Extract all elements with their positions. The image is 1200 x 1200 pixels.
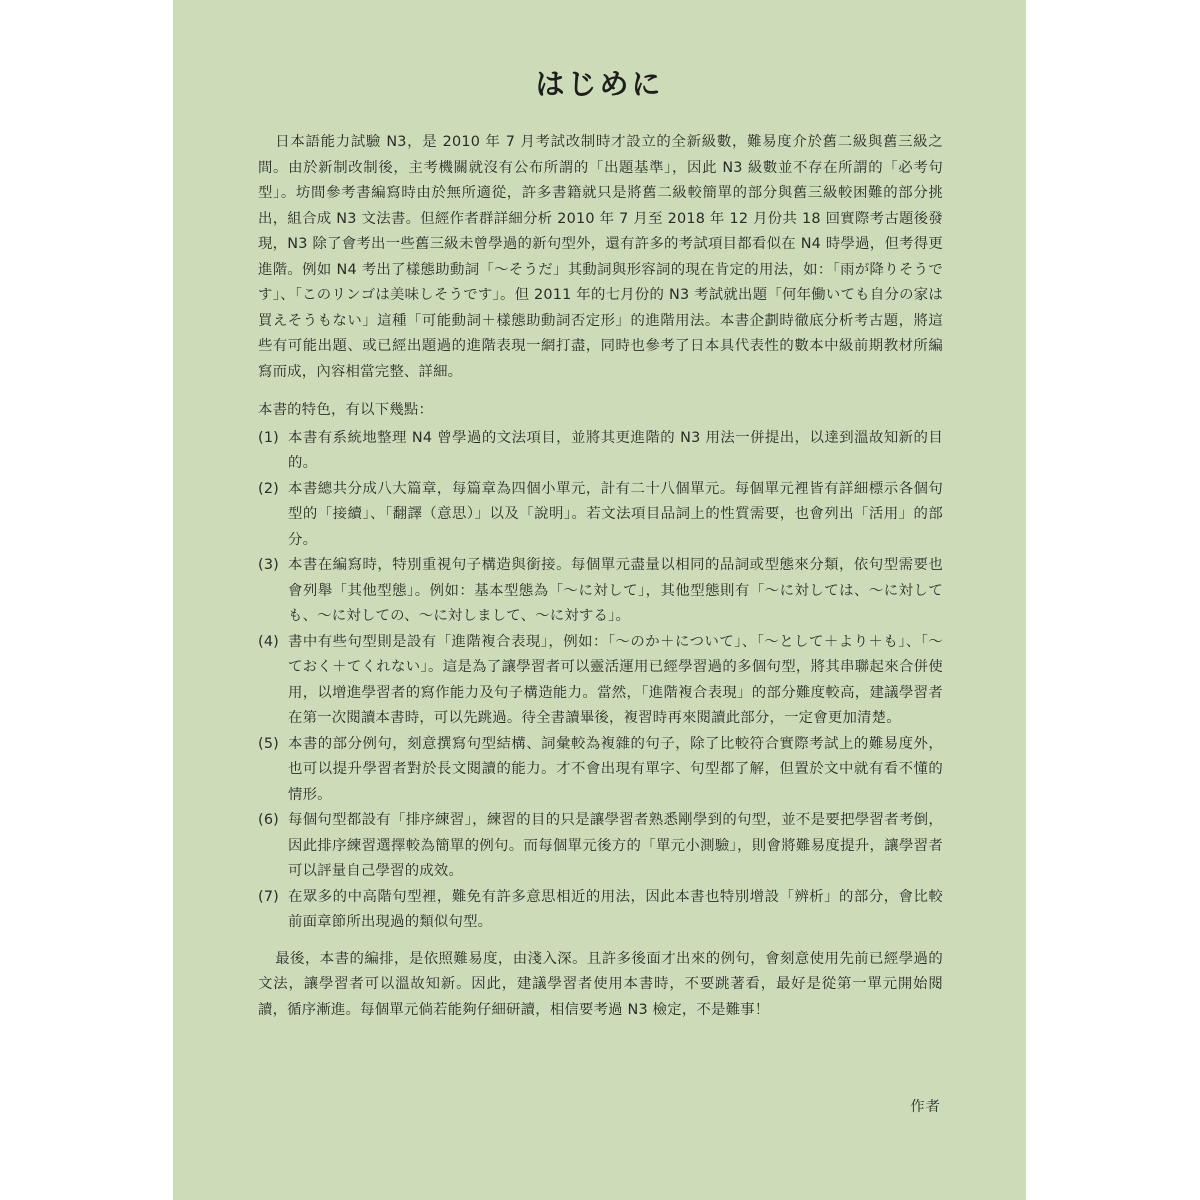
intro-paragraph: 日本語能力試驗 N3，是 2010 年 7 月考試改制時才設立的全新級數，難易度介於舊二級與舊三級之間。由於新制改制後，主考機關就沒有公布所謂的「出題基準」，因此 N3 級數並不存在所謂的「必考句型」。坊間參考書編寫時由於無所適從，許多書籍就只是將舊二級較簡單的部分與舊三級較困難的部分挑出，組合成 N3 文法書。但經作者群詳細分析 2010 年 7 月至 2018 年 12 月份共 18 回實際考古題後發現，N3 除了會考出一些舊三級未曾學過的新句型外，還有許多的考試項目都看似在 N4 時學過，但考得更進階。例如 N4 考出了樣態助動詞「〜そうだ」其動詞與形容詞的現在肯定的用法，如：「雨が降りそうです」、「このリンゴは美味しそうです」。但 2011 年的七月份的 N3 考試就出題「何年働いても自分の家は買えそうもない」這種「可能動詞＋樣態助動詞否定形」的進階用法。本書企劃時徹底分析考古題，將這些有可能出題、或已經出題過的進階表現一網打盡，同時也參考了日本具代表性的數本中級前期教材所編寫而成，內容相當完整、詳細。: [258, 134, 943, 380]
feature-number: (4): [258, 633, 279, 650]
feature-number: (5): [258, 735, 279, 752]
feature-text: 本書總共分成八大篇章，每篇章為四個小單元，計有二十八個單元。每個單元裡皆有詳細標示各個句型的「接續」、「翻譯（意思）」以及「說明」。若文法項目品詞上的性質需要，也會列出「活用」的部分。: [288, 480, 943, 548]
features-heading: 本書的特色，有以下幾點：: [258, 402, 434, 418]
feature-text: 本書有系統地整理 N4 曾學過的文法項目，並將其更進階的 N3 用法一併提出，以達到溫故知新的目的。: [288, 429, 943, 471]
feature-number: (1): [258, 429, 279, 446]
feature-text: 本書在編寫時，特別重視句子構造與銜接。每個單元盡量以相同的品詞或型態來分類，依句型需要也會列舉「其他型態」。例如：基本型態為「〜に対して」，其他型態則有「〜に対しては、〜に対しても、〜に対しての、〜に対しまして、〜に対する」。: [288, 557, 943, 624]
features-list: [258, 426, 943, 936]
feature-text: 本書的部分例句，刻意撰寫句型結構、詞彙較為複雜的句子，除了比較符合實際考試上的難易度外，也可以提升學習者對於長文閱讀的能力。才不會出現有單字、句型都了解，但置於文中就有看不懂的情形。: [288, 735, 943, 803]
feature-text: 在眾多的中高階句型裡，難免有許多意思相近的用法，因此本書也特別增設「辨析」的部分，會比較前面章節所出現過的類似句型。: [288, 888, 943, 930]
feature-item-2: [258, 477, 943, 554]
feature-item-5: [258, 732, 943, 809]
feature-item-4: [258, 630, 943, 732]
feature-text: 書中有些句型則是設有「進階複合表現」，例如：「〜のか＋について」、「〜として＋より＋も」、「〜ておく＋てくれない」。這是為了讓學習者可以靈活運用已經學習過的多個句型，將其串聯起來合併使用，以增進學習者的寫作能力及句子構造能力。當然，「進階複合表現」的部分難度較高，建議學習者在第一次閱讀本書時，可以先跳過。待全書讀畢後，複習時再來閱讀此部分，一定會更加清楚。: [288, 633, 943, 726]
feature-item-7: [258, 885, 943, 936]
closing-paragraph: 最後，本書的編排，是依照難易度，由淺入深。且許多後面才出來的例句，會刻意使用先前已經學過的文法，讓學習者可以溫故知新。因此，建議學習者使用本書時，不要跳著看，最好是從第一單元開始閱讀，循序漸進。每個單元倘若能夠仔細研讀，相信要考過 N3 檢定，不是難事！: [258, 950, 943, 1018]
document-body: [258, 130, 943, 1023]
feature-item-1: [258, 426, 943, 477]
feature-number: (2): [258, 480, 279, 497]
feature-item-6: [258, 808, 943, 885]
feature-item-3: [258, 553, 943, 630]
feature-text: 每個句型都設有「排序練習」，練習的目的只是讓學習者熟悉剛學到的句型，並不是要把學習者考倒，因此排序練習選擇較為簡單的例句。而每個單元後方的「單元小測驗」，則會將難易度提升，讓學習者可以評量自己學習的成效。: [288, 812, 943, 879]
author-signature: 作者: [910, 1099, 941, 1115]
feature-number: (7): [258, 888, 279, 905]
document-page: [173, 0, 1026, 1200]
page-title: はじめに: [535, 67, 664, 101]
feature-number: (6): [258, 812, 279, 828]
feature-number: (3): [258, 557, 279, 573]
